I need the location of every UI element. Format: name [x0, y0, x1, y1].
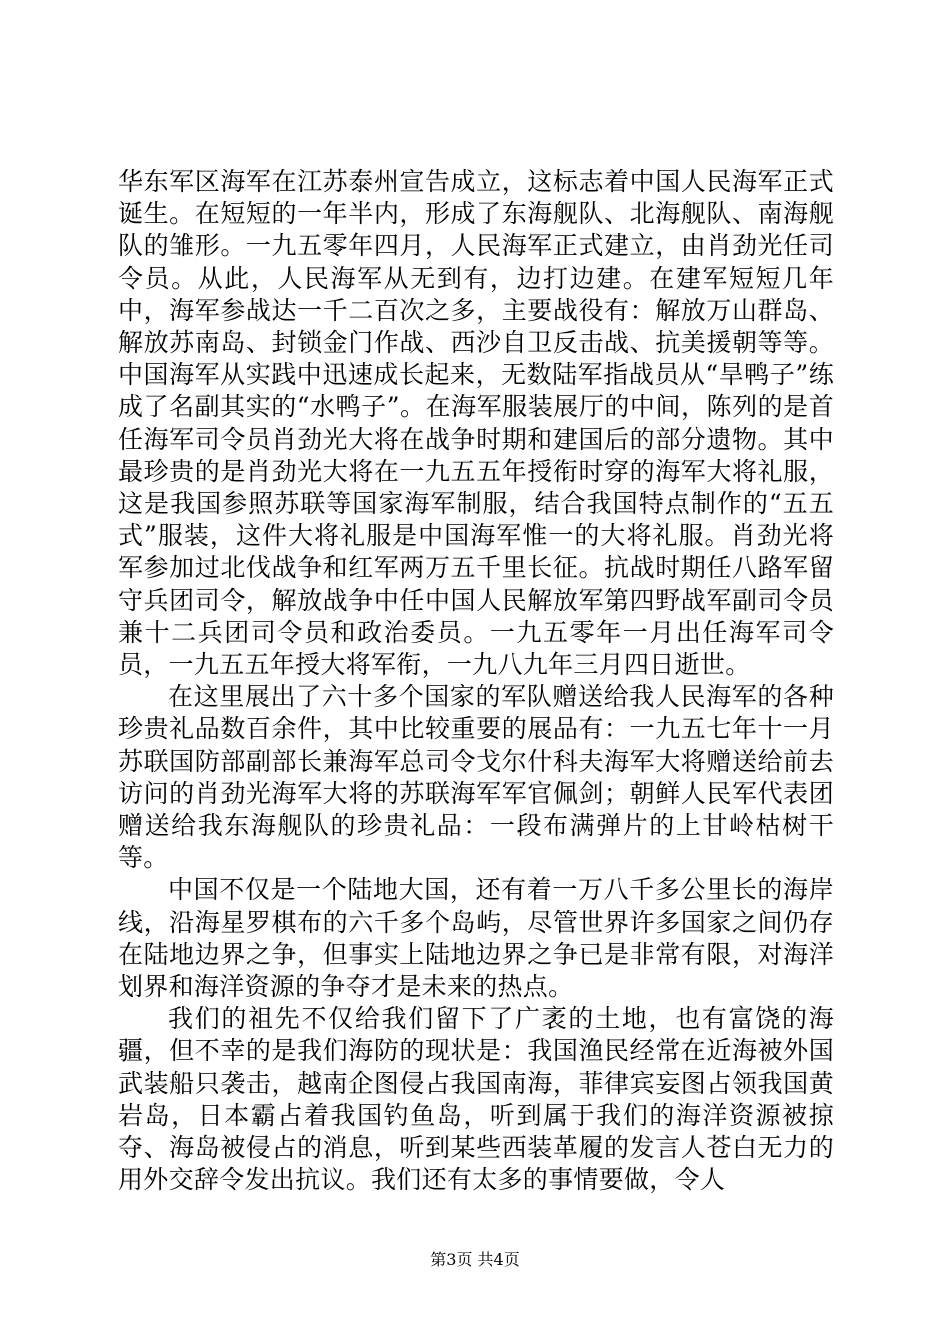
paragraph-4: 我们的祖先不仅给我们留下了广袤的土地，也有富饶的海疆，但不幸的是我们海防的现状是：我国渔民经常在近海被外国武装船只袭击，越南企图侵占我国南海，菲律宾妄图占领我国黄岩岛，日本霸占着我国钓鱼岛，听到属于我们的海洋资源被掠夺、海岛被侵占的消息，听到某些西装革履的发言人苍白无力的用外交辞令发出抗议。我们还有太多的事情要做，令人 [118, 1004, 834, 1195]
paragraph-1: 华东军区海军在江苏泰州宣告成立，这标志着中国人民海军正式诞生。在短短的一年半内，形成了东海舰队、北海舰队、南海舰队的雏形。一九五零年四月，人民海军正式建立，由肖劲光任司令员。从此，人民海军从无到有，边打边建。在建军短短几年中，海军参战达一千二百次之多，主要战役有：解放万山群岛、解放苏南岛、封锁金门作战、西沙自卫反击战、抗美援朝等等。中国海军从实践中迅速成长起来，无数陆军指战员从“旱鸭子”练成了名副其实的“水鸭子”。在海军服装展厅的中间，陈列的是首任海军司令员肖劲光大将在战争时期和建国后的部分遗物。其中最珍贵的是肖劲光大将在一九五五年授衔时穿的海军大将礼服，这是我国参照苏联等国家海军制服，结合我国特点制作的“五五式”服装，这件大将礼服是中国海军惟一的大将礼服。肖劲光将军参加过北伐战争和红军两万五千里长征。抗战时期任八路军留守兵团司令，解放战争中任中国人民解放军第四野战军副司令员兼十二兵团司令员和政治委员。一九五零年一月出任海军司令员，一九五五年授大将军衔，一九八九年三月四日逝世。 [118, 167, 834, 680]
paragraph-2: 在这里展出了六十多个国家的军队赠送给我人民海军的各种珍贵礼品数百余件，其中比较重要的展品有：一九五七年十一月苏联国防部副部长兼海军总司令戈尔什科夫海军大将赠送给前去访问的肖劲光海军大将的苏联海军军官佩剑；朝鲜人民军代表团赠送给我东海舰队的珍贵礼品：一段布满弹片的上甘岭枯树干等。 [118, 682, 834, 873]
paragraph-3: 中国不仅是一个陆地大国，还有着一万八千多公里长的海岸线，沿海星罗棋布的六千多个岛屿，尽管世界许多国家之间仍存在陆地边界之争，但事实上陆地边界之争已是非常有限，对海洋划界和海洋资源的争夺才是未来的热点。 [118, 875, 834, 1002]
document-body [118, 166, 834, 1197]
page-number-footer: 第3页 共4页 [430, 1250, 520, 1269]
